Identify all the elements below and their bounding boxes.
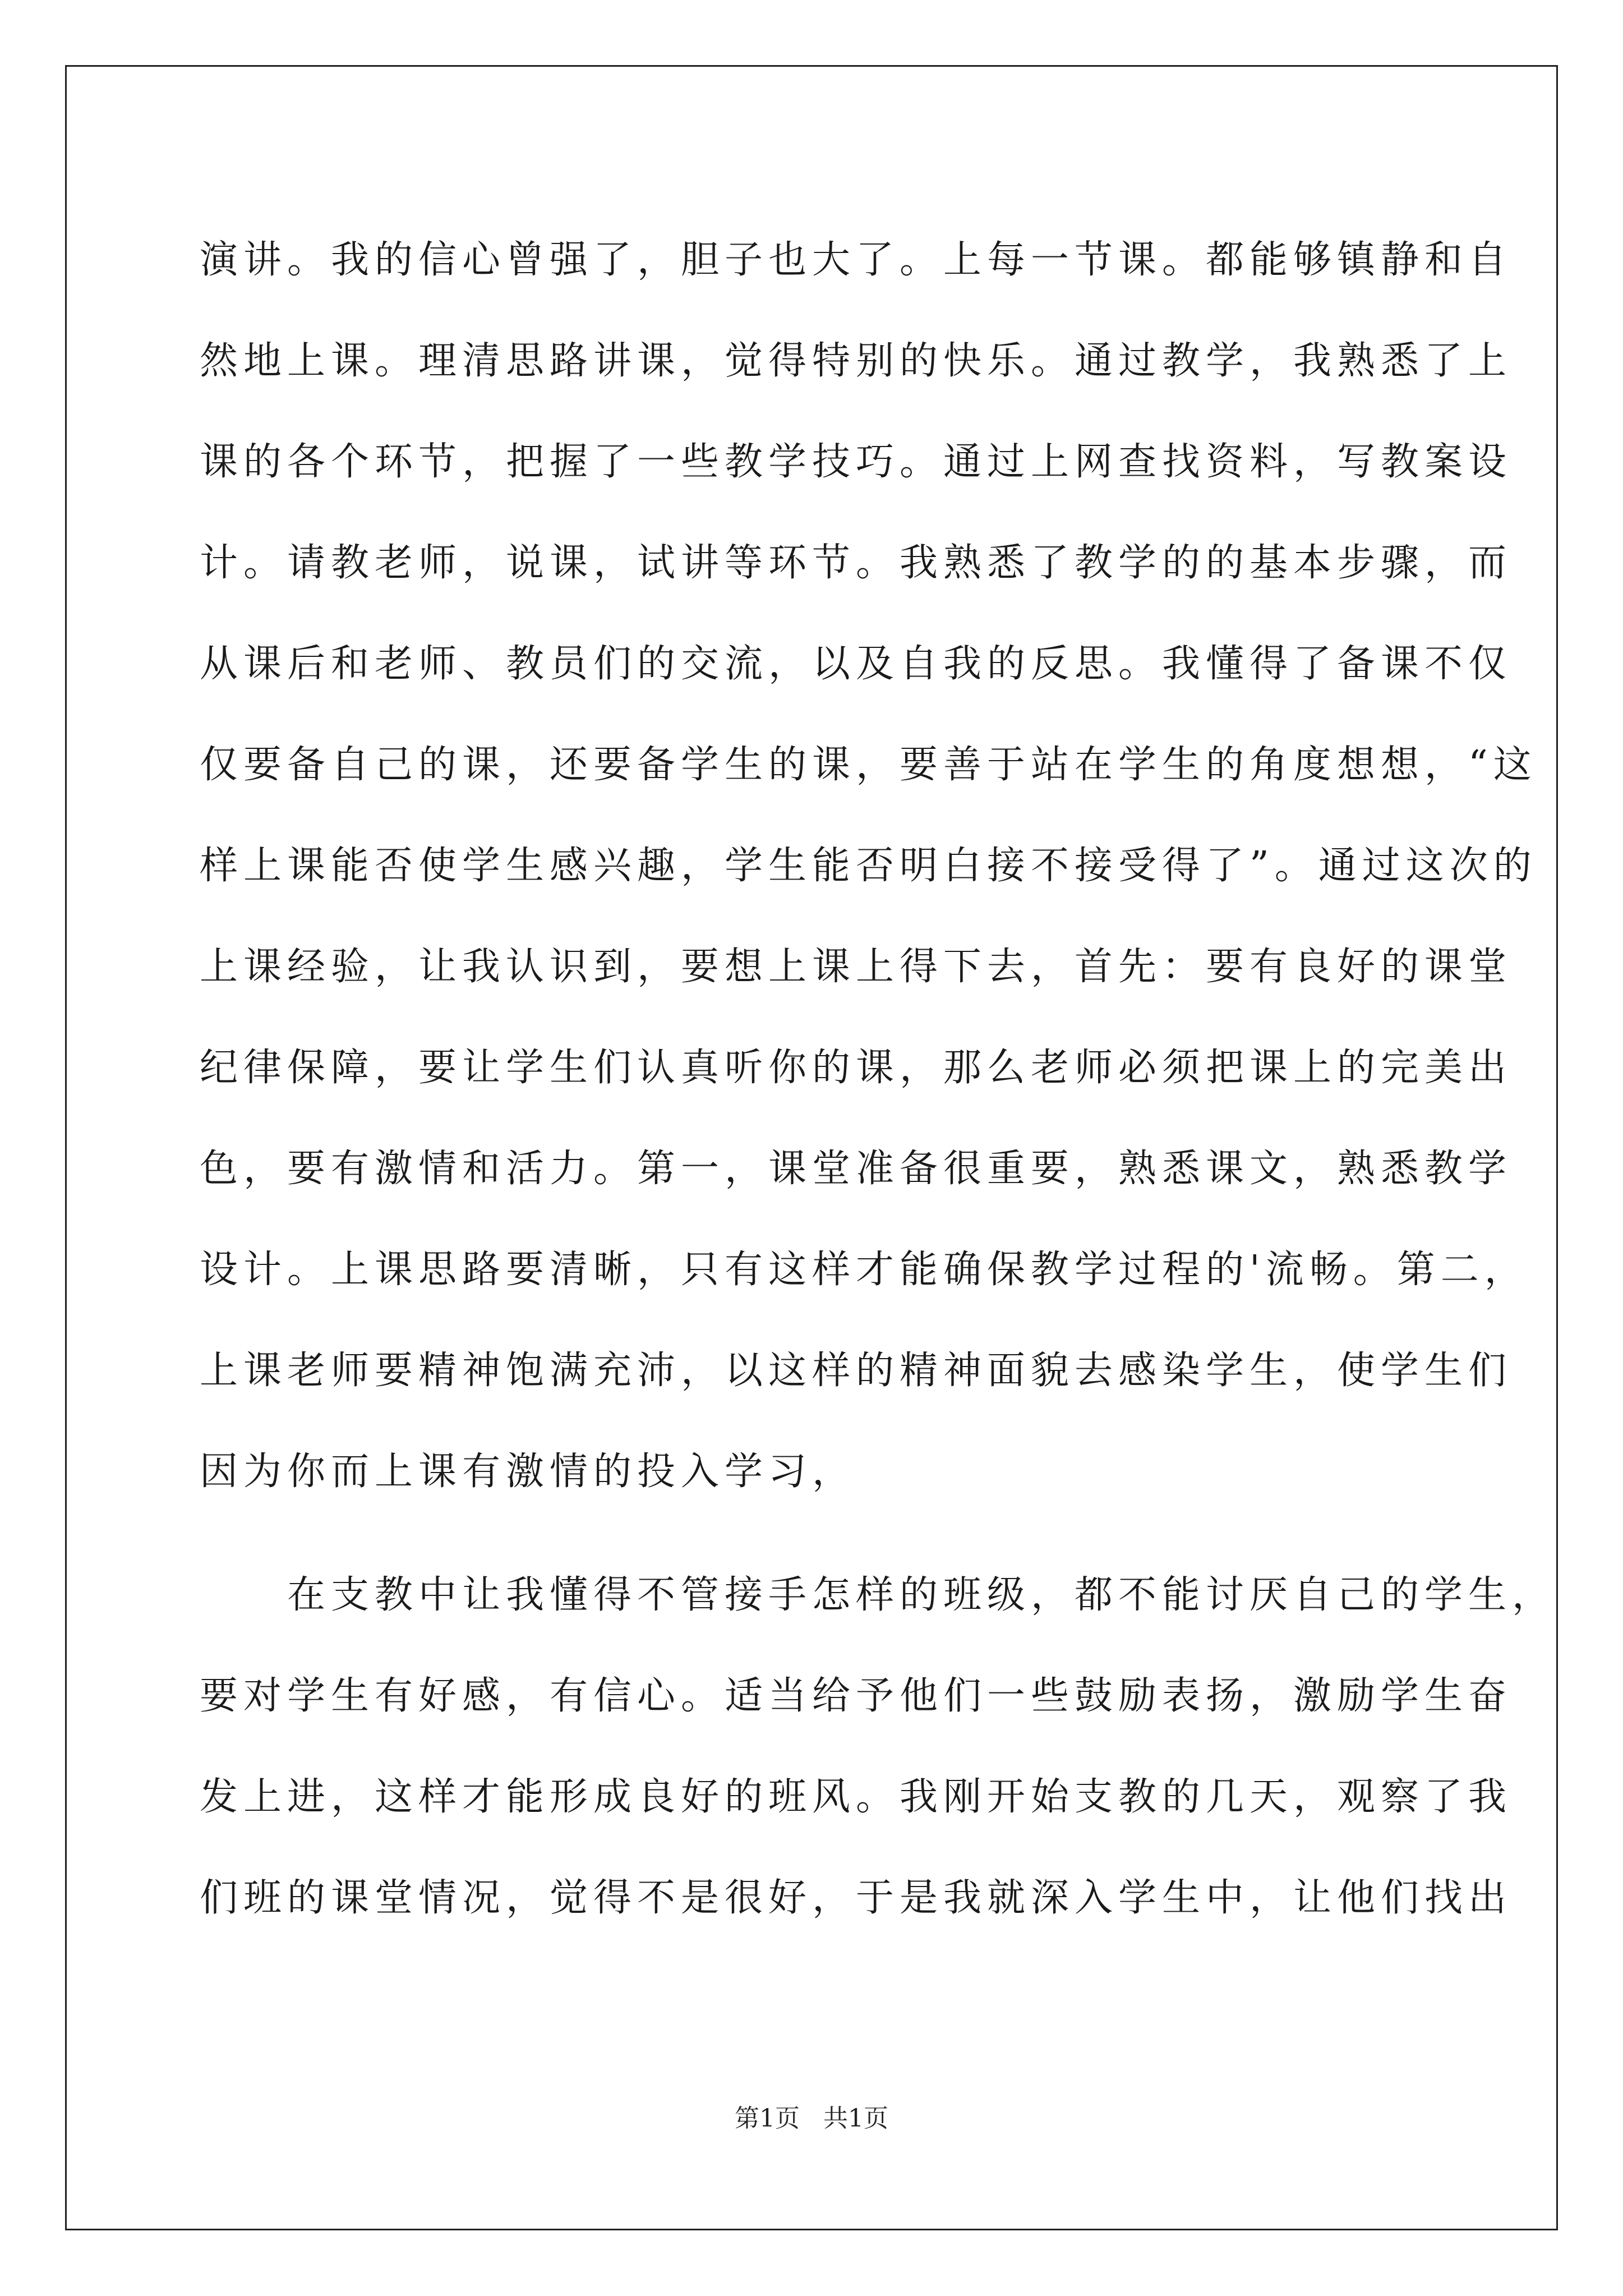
text-line: 设计。上课思路要清晰，只有这样才能确保教学过程的'流畅。第二， <box>200 1248 1528 1292</box>
text-line: 上课经验，让我认识到，要想上课上得下去，首先：要有良好的课堂 <box>200 945 1513 989</box>
text-line: 计。请教老师，说课，试讲等环节。我熟悉了教学的的基本步骤，而 <box>200 541 1513 585</box>
text-line: 课的各个环节，把握了一些教学技巧。通过上网查找资料，写教案设 <box>200 440 1513 484</box>
text-line: 样上课能否使学生感兴趣，学生能否明白接不接受得了”。通过这次的 <box>200 844 1537 888</box>
text-line: 上课老师要精神饱满充沛，以这样的精神面貌去感染学生，使学生们 <box>200 1349 1513 1393</box>
text-line: 色，要有激情和活力。第一，课堂准备很重要，熟悉课文，熟悉教学 <box>200 1147 1513 1191</box>
document-body <box>200 210 1556 1949</box>
text-line: 仅要备自己的课，还要备学生的课，要善于站在学生的角度想想，“这 <box>200 743 1537 787</box>
text-line: 要对学生有好感，有信心。适当给予他们一些鼓励表扬，激励学生奋 <box>200 1674 1513 1718</box>
text-line: 然地上课。理清思路讲课，觉得特别的快乐。通过教学，我熟悉了上 <box>200 339 1513 383</box>
page-number: 第1页 <box>735 2104 800 2133</box>
page-footer <box>0 2098 1623 2134</box>
page-total: 共1页 <box>823 2104 888 2133</box>
text-line: 在支教中让我懂得不管接手怎样的班级，都不能讨厌自己的学生， <box>200 1573 1556 1617</box>
paragraph-gap <box>200 1522 1433 1545</box>
text-line: 发上进，这样才能形成良好的班风。我刚开始支教的几天，观察了我 <box>200 1775 1513 1819</box>
text-line: 纪律保障，要让学生们认真听你的课，那么老师必须把课上的完美出 <box>200 1046 1513 1090</box>
text-line: 演讲。我的信心曾强了，胆子也大了。上每一节课。都能够镇静和自 <box>200 238 1513 282</box>
text-line: 因为你而上课有激情的投入学习， <box>200 1450 856 1494</box>
text-line: 们班的课堂情况，觉得不是很好，于是我就深入学生中，让他们找出 <box>200 1876 1513 1920</box>
text-line: 从课后和老师、教员们的交流，以及自我的反思。我懂得了备课不仅 <box>200 642 1513 686</box>
